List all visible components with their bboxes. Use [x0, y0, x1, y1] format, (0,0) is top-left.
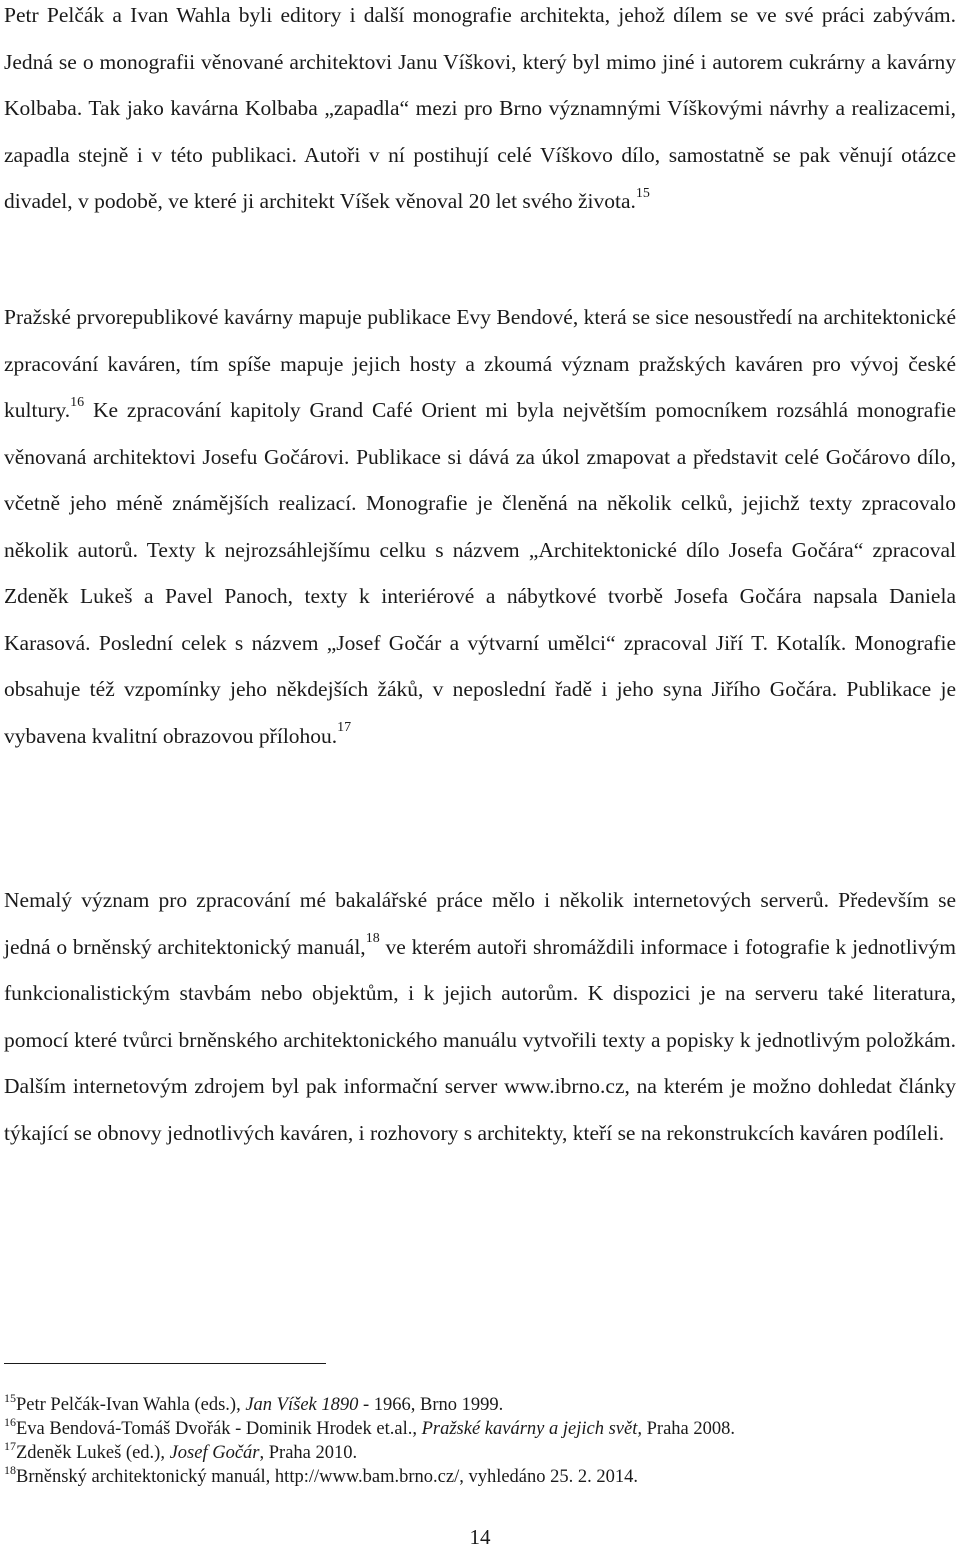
paragraph-3-text-b: ve kterém autoři shromáždili informace i fotografie k jednotlivým funkcionalistickým stavbám nebo objektům, i k jejich autorům. K dispozici je na serveru také literatura, pomocí které tvůrci brněnského architektonického manuálu vytvořili texty a popisky k jednotlivým položkám. Dalším internetovým zdrojem byl pak informační server www.ibrno.cz, na kterém je možno dohledat články týkající se obnovy jednotlivých kaváren, i rozhovory s architekty, kteří se na rekonstrukcích kaváren podíleli.	[4, 934, 956, 1145]
footnote-separator	[4, 1363, 326, 1364]
footnote-17	[4, 1438, 956, 1465]
paragraph-1-text: Petr Pelčák a Ivan Wahla byli editory i další monografie architekta, jehož dílem se ve své práci zabývám. Jedná se o monografii věnované architektovi Janu Víškovi, který byl mimo jiné i autorem cukrárny a kavárny Kolbaba. Tak jako kavárna Kolbaba „zapadla“ mezi pro Brno významnými Víškovými návrhy a realizacemi, zapadla stejně i v této publikaci. Autoři v ní postihují celé Víškovo dílo, samostatně se pak věnují otázce divadel, v podobě, ve které ji architekt Víšek věnoval 20 let svého života.	[4, 3, 956, 213]
paragraph-3	[4, 877, 956, 1156]
footnote-text: Eva Bendová-Tomáš Dvořák - Dominik Hrodek et.al.,	[16, 1419, 422, 1439]
footnote-text: Petr Pelčák-Ivan Wahla (eds.),	[16, 1395, 246, 1415]
footnote-18	[4, 1462, 956, 1489]
page-number: 14	[469, 1525, 491, 1549]
footnote-ref-18[interactable]: 18	[365, 931, 380, 947]
footnote-number: 17	[4, 1438, 16, 1453]
paragraph-2	[4, 294, 956, 759]
footnote-ref-15[interactable]: 15	[635, 185, 650, 201]
paragraph-2-text-b: Ke zpracování kapitoly Grand Café Orient mi byla největším pomocníkem rozsáhlá monografie věnovaná architektovi Josefu Gočárovi. Publikace si dává za úkol zmapovat a představit celé Gočárovo dílo, včetně jeho méně známějších realizací. Monografie je členěná na několik celků, jejichž texty zpracovalo několik autorů. Texty k nejrozsáhlejšímu celku s názvem „Architektonické dílo Josefa Gočára“ zpracoval Zdeněk Lukeš a Pavel Panoch, texty k interiérové a nábytkové tvorbě Josefa Gočára napsala Daniela Karasová. Poslední celek s názvem „Josef Gočár a výtvarní umělci“ zpracoval Jiří T. Kotalík. Monografie obsahuje též vzpomínky jeho někdejších žáků, v neposlední řadě i jeho syna Jiřího Gočára. Publikace je vybavena kvalitní obrazovou přílohou.	[4, 398, 956, 748]
footnote-title: Pražské kavárny a jejich svět,	[421, 1419, 642, 1439]
footnote-number: 16	[4, 1414, 16, 1429]
footnote-tail: - 1966, Brno 1999.	[358, 1395, 504, 1415]
footnote-title: Josef Gočár	[169, 1443, 260, 1463]
footnote-15	[4, 1390, 956, 1417]
footnote-tail: , Praha 2010.	[259, 1443, 358, 1463]
footnote-text: Zdeněk Lukeš (ed.),	[16, 1443, 170, 1463]
paragraph-1	[4, 0, 956, 225]
footnote-number: 15	[4, 1390, 16, 1405]
footnote-text: Brněnský architektonický manuál, http://www.bam.brno.cz/, vyhledáno 25. 2. 2014.	[16, 1467, 639, 1487]
footnote-ref-17[interactable]: 17	[337, 720, 352, 736]
footnote-16	[4, 1414, 956, 1441]
footnotes	[4, 1390, 956, 1489]
footnote-number: 18	[4, 1462, 16, 1477]
footnote-title: Jan Víšek 1890	[245, 1395, 359, 1415]
paragraph-2-text-a: Pražské prvorepublikové kavárny mapuje publikace Evy Bendové, která se sice nesoustředí na architektonické zpracování kaváren, tím spíše mapuje jejich hosty a zkoumá význam pražských kaváren pro vývoj české kultury.	[4, 305, 956, 422]
footnote-tail: Praha 2008.	[642, 1419, 735, 1439]
paragraph-3-text-a: Nemalý význam pro zpracování mé bakalářské práce mělo i několik internetových serverů. Především se jedná o brněnský architektonický manuál,	[4, 888, 956, 959]
footnote-ref-16[interactable]: 16	[70, 394, 85, 410]
